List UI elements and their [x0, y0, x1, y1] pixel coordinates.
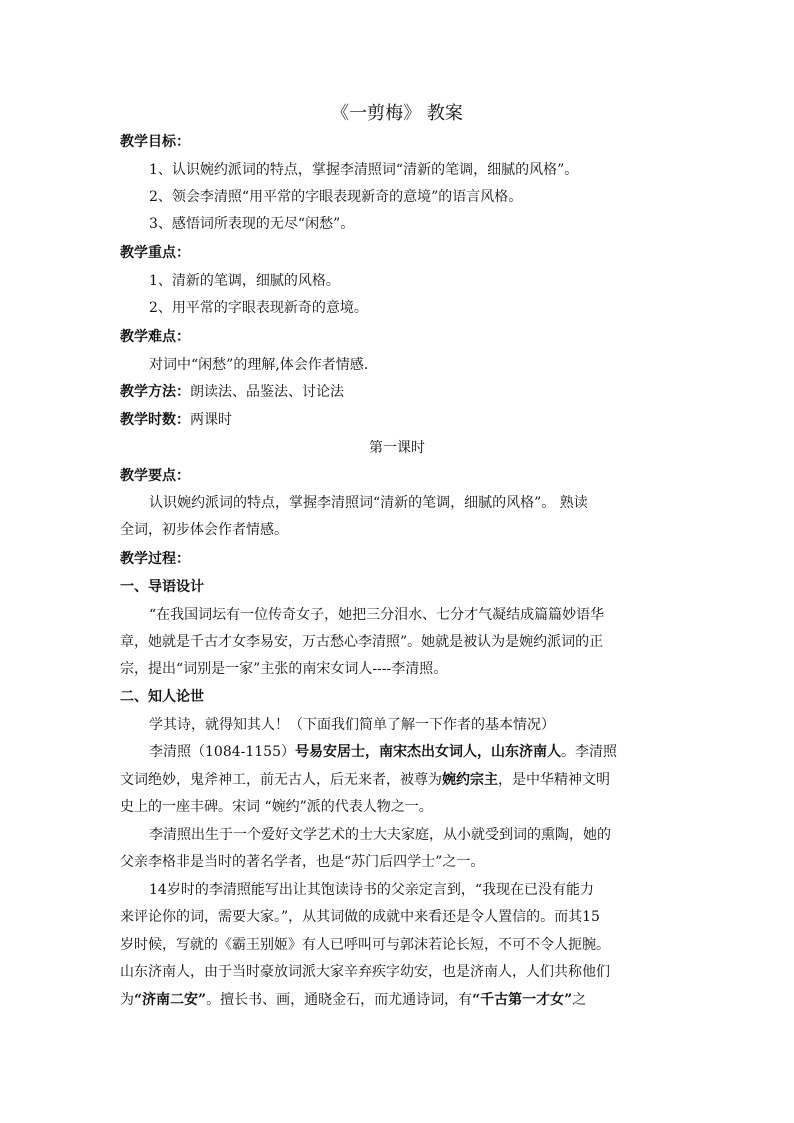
youth-line-1: 14岁时的李清照能写出让其饱读诗书的父亲定言到，“我现在已没有能力 [149, 882, 594, 898]
difficulty-heading: 教学难点： [120, 329, 190, 345]
family-line-2: 父亲李格非是当时的著名学者，也是“苏门后四学士”之一。 [120, 854, 485, 870]
youth-line-5-e: 之 [572, 992, 587, 1008]
bio-line-1 [149, 741, 794, 763]
youth-line-4: 山东济南人，由于当时豪放词派大家辛弃疾字幼安，也是济南人，人们共称他们 [120, 964, 610, 980]
bio-line-2 [120, 769, 794, 791]
methods-text: 朗读法、品鉴法、讨论法 [190, 384, 344, 400]
keypoint-item-1: 1、清新的笔调，细腻的风格。 [149, 273, 340, 289]
methods-row [120, 381, 794, 403]
youth-line-5-a: 为 [120, 992, 134, 1008]
goals-heading: 教学目标： [120, 134, 190, 150]
section2-heading: 二、知人论世 [120, 689, 204, 705]
bio-name-dates: 李清照（1084-1155） [149, 744, 295, 760]
essentials-line-2: 全词，初步体会作者情感。 [120, 522, 288, 538]
hours-row [120, 409, 794, 431]
methods-heading: 教学方法： [120, 384, 190, 400]
bio-tail: 。李清照 [561, 744, 617, 760]
section1-line-2: 章，她就是千古才女李易安，万古愁心李清照”。她就是被认为是婉约派词的正 [120, 634, 604, 650]
goal-item-3: 3、感悟词所表现的无尽“闲愁”。 [149, 216, 355, 232]
section1-heading: 一、导语设计 [120, 579, 204, 595]
youth-line-5 [120, 989, 794, 1011]
goal-item-2: 2、领会李清照“用平常的字眼表现新奇的意境”的语言风格。 [149, 189, 523, 205]
hours-heading: 教学时数： [120, 412, 190, 428]
section2-intro: 学其诗，就得知其人！（下面我们简单了解一下作者的基本情况） [149, 717, 555, 733]
essentials-heading: 教学要点： [120, 468, 190, 484]
youth-line-3: 岁时候，写就的《霸王别姬》有人已呼叫可与郭沫若论长短，不可不令人扼腕。 [120, 937, 610, 953]
youth-line-2: 来评论你的词，需要大家。”，从其词做的成就中来看还是令人置信的。而其15 [120, 909, 600, 925]
section1-line-1: “在我国词坛有一位传奇女子，她把三分泪水、七分才气凝结成篇篇妙语华 [149, 607, 605, 623]
document-title: 《一剪梅》 教案 [331, 103, 463, 124]
jinan-two-an: “济南二安” [134, 992, 207, 1008]
bio-bold-intro: 号易安居士，南宋杰出女词人，山东济南人 [295, 744, 561, 760]
lesson1-title: 第一课时 [369, 440, 425, 456]
family-line-1: 李清照出生于一个爱好文学艺术的士大夫家庭，从小就受到词的熏陶，她的 [149, 827, 611, 843]
bio-line-2-tail: ，是中华精神文明 [498, 772, 610, 788]
goal-item-1: 1、认识婉约派词的特点，掌握李清照词“清新的笔调，细腻的风格”。 [149, 162, 579, 178]
first-talent-title: “千古第一才女” [472, 992, 573, 1008]
hours-text: 两课时 [190, 412, 232, 428]
keypoint-item-2: 2、用平常的字眼表现新奇的意境。 [149, 300, 368, 316]
bio-bold-title: 婉约宗主 [442, 772, 498, 788]
difficulty-text: 对词中“闲愁”的理解,体会作者情感. [149, 357, 369, 373]
youth-line-5-c: 。擅长书、画，通晓金石，而尤通诗词，有 [206, 992, 473, 1008]
process-heading: 教学过程： [120, 551, 190, 567]
bio-line-2-text: 文词绝妙，鬼斧神工，前无古人，后无来者，被尊为 [120, 772, 442, 788]
section1-line-3: 宗，提出“词别是一家”主张的南宋女词人----李清照。 [120, 661, 448, 677]
keypoints-heading: 教学重点： [120, 245, 190, 261]
bio-line-3: 史上的一座丰碑。宋词 “婉约”派的代表人物之一。 [120, 799, 433, 815]
essentials-line-1: 认识婉约派词的特点，掌握李清照词“清新的笔调，细腻的风格”。 熟读 [149, 495, 588, 511]
